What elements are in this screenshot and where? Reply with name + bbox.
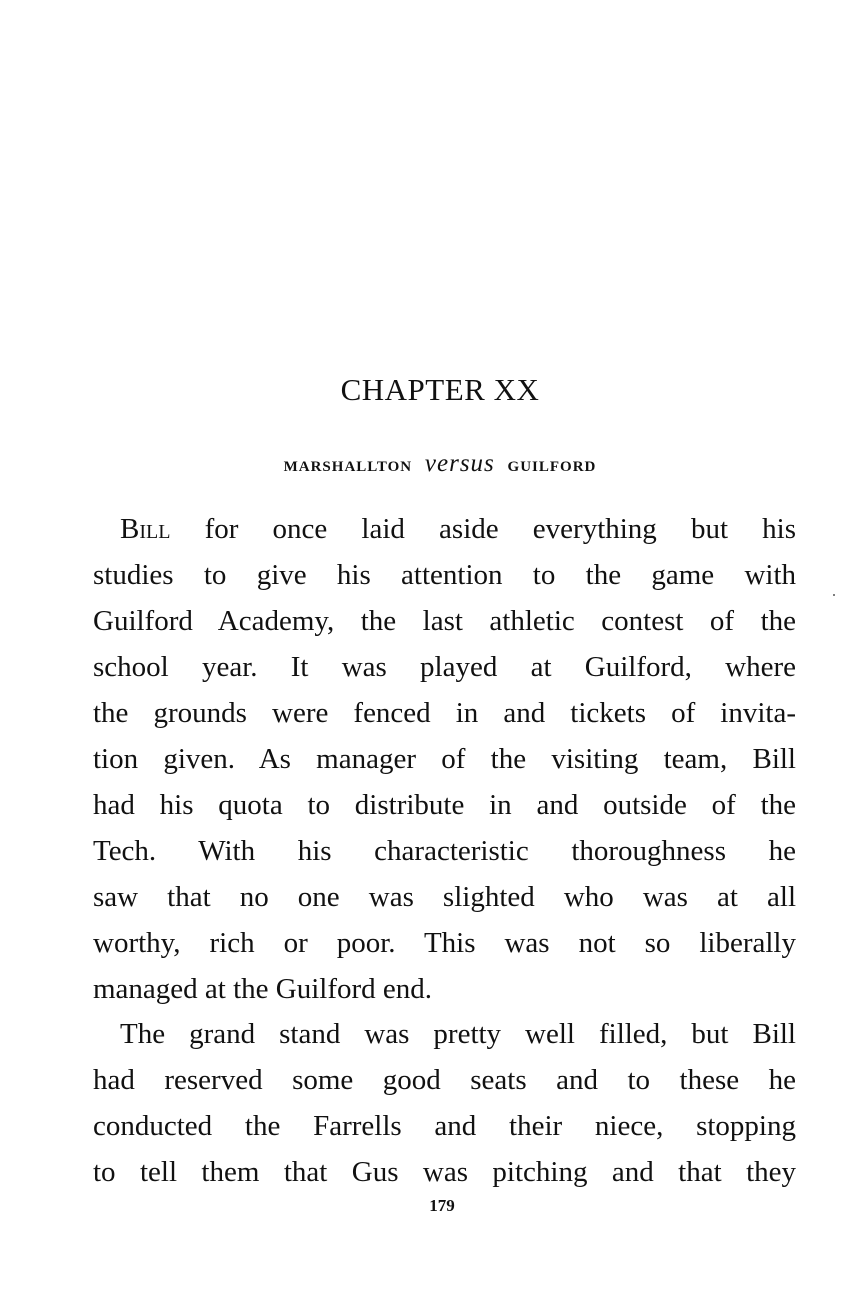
text-line-2: studies to give his attention to the game with xyxy=(93,559,796,591)
subtitle-versus: versus xyxy=(424,450,495,477)
text-line-3: Guilford Academy, the last athletic contest of the xyxy=(93,605,796,637)
print-speck xyxy=(833,594,835,596)
text-line-11: managed at the Guilford end. xyxy=(93,973,433,1005)
text-line-9: saw that no one was slighted who was at all xyxy=(93,881,796,913)
text-line-1-rest: for once laid aside everything but his xyxy=(170,513,796,545)
chapter-title: CHAPTER XX xyxy=(340,372,540,407)
subtitle-right-team: GUILFORD xyxy=(507,459,597,475)
subtitle-left-team: MARSHALLTON xyxy=(283,459,413,475)
text-line-12: The grand stand was pretty well filled, but Bill xyxy=(120,1018,796,1050)
text-line-6: tion given. As manager of the visiting team, Bill xyxy=(93,743,796,775)
text-line-15: to tell them that Gus was pitching and that they xyxy=(93,1156,796,1188)
chapter-subtitle xyxy=(0,450,864,478)
text-line-5: the grounds were fenced in and tickets of invita- xyxy=(93,697,796,729)
text-line-8: Tech. With his characteristic thoroughness he xyxy=(93,835,796,867)
text-line-7: had his quota to distribute in and outside of the xyxy=(93,789,796,821)
text-line-10: worthy, rich or poor. This was not so liberally xyxy=(93,927,796,959)
text-line-1 xyxy=(120,506,796,552)
text-line-13: had reserved some good seats and to these he xyxy=(93,1064,796,1096)
text-line-4: school year. It was played at Guilford, where xyxy=(93,651,796,683)
text-line-14: conducted the Farrells and their niece, stopping xyxy=(93,1110,796,1142)
page-number: 179 xyxy=(429,1196,455,1215)
drop-word: Bill xyxy=(120,513,171,545)
